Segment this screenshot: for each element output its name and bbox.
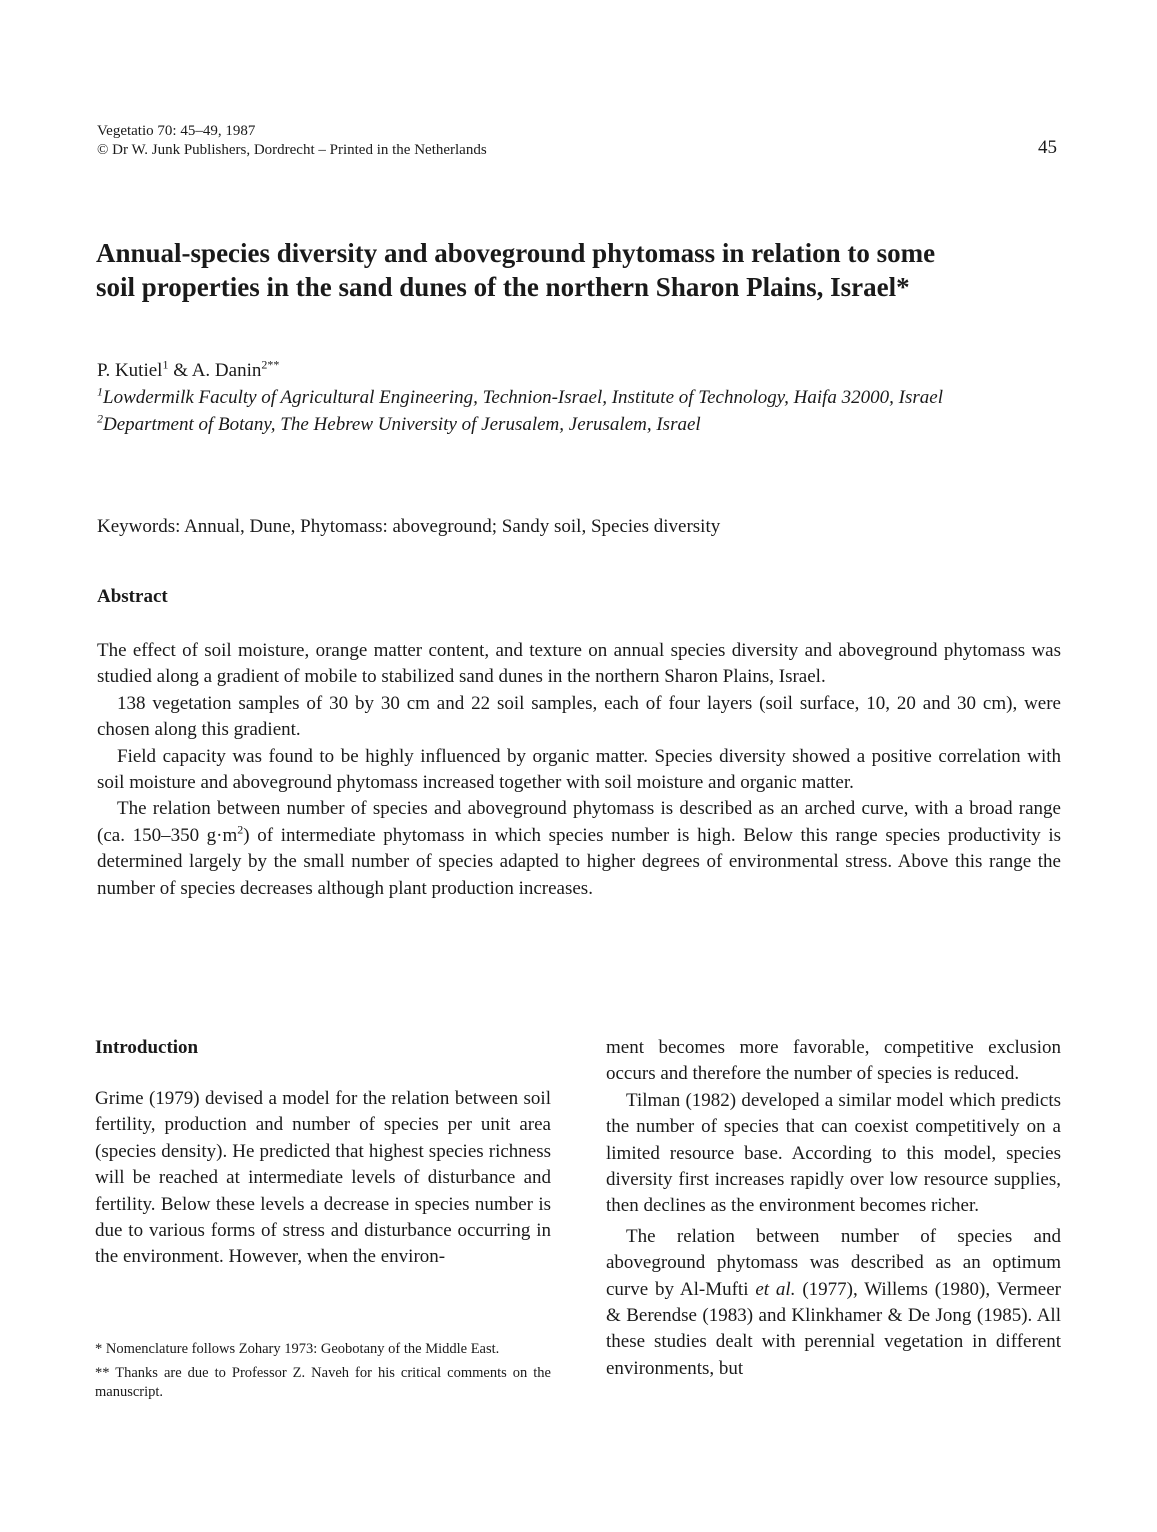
footnotes <box>95 1340 551 1407</box>
journal-citation: Vegetatio 70: 45–49, 1987 <box>97 123 256 139</box>
abstract-paragraph: The effect of soil moisture, orange matter content, and texture on annual species diversity and aboveground phytomass was studied along a gradient of mobile to stabilized sand dunes in the northern Sharon Plains, Israel. <box>97 640 1061 688</box>
article-title <box>96 236 1076 304</box>
author-line: P. Kutiel$^1$ & A. Danin$^{2**}$ <box>97 357 280 381</box>
keywords: Keywords: Annual, Dune, Phytomass: aboveground; Sandy soil, Species diversity <box>97 516 721 537</box>
affiliation-1: $^1$Lowdermilk Faculty of Agricultural Engineering, Technion-Israel, Institute of Technology, Haifa 32000, Israel <box>97 384 943 408</box>
footnote-2: ** Thanks are due to Professor Z. Naveh for his critical comments on the manuscript. <box>95 1364 551 1400</box>
intro-paragraph: The relation between number of species and aboveground phytomass was described as an optimum curve by Al-Mufti et al. (1977), Willems (1980), Vermeer & Berendse (1983) and Klinkhamer & De Jong (1985). All these studies dealt with perennial vegetation in different environments, but <box>606 1225 1061 1379</box>
intro-right-column <box>606 1035 1061 1382</box>
title-line-1: Annual-species diversity and aboveground phytomass in relation to some <box>96 238 936 268</box>
abstract-paragraph: Field capacity was found to be highly influenced by organic matter. Species diversity showed a positive correlation with soil moisture and aboveground phytomass increased together with soil moisture and organic matter. <box>97 745 1061 794</box>
page-number: 45 <box>1038 137 1057 158</box>
affiliation-2: $^2$Department of Botany, The Hebrew University of Jerusalem, Jerusalem, Israel <box>97 411 701 435</box>
abstract-body <box>97 638 1061 902</box>
publisher-line: © Dr W. Junk Publishers, Dordrecht – Printed in the Netherlands <box>97 142 487 158</box>
author-kutiel: P. Kutiel <box>97 360 163 381</box>
intro-left-column <box>95 1086 551 1271</box>
author-danin: A. Danin <box>191 360 262 381</box>
intro-paragraph: Grime (1979) devised a model for the relation between soil fertility, production and number of species per unit area (species density). He predicted that highest species richness will be reached at intermediate levels of disturbance and fertility. Below these levels a decrease in species number is due to various forms of stress and disturbance occurring in the environment. However, when the environ- <box>95 1088 551 1268</box>
author-block <box>97 357 1077 438</box>
intro-paragraph: Tilman (1982) developed a similar model which predicts the number of species that can coexist competitively on a limited resource base. According to this model, species diversity first increases rapidly over low resource supplies, then declines as the environment becomes richer. <box>606 1089 1061 1217</box>
title-line-2: soil properties in the sand dunes of the northern Sharon Plains, Israel* <box>96 272 910 302</box>
abstract-heading: Abstract <box>97 586 168 607</box>
abstract-paragraph: The relation between number of species and aboveground phytomass is described as an arched curve, with a broad range (ca. 150–350 $g\cdot m^2$) of intermediate phytomass in which species number is high. Below this range species productivity is determined largely by the small number of species adapted to higher degrees of environmental stress. Above this range the number of species decreases although plant production increases. <box>97 798 1061 899</box>
footnote-1: * Nomenclature follows Zohary 1973: Geobotany of the Middle East. <box>95 1341 500 1357</box>
introduction-heading: Introduction <box>95 1037 199 1058</box>
intro-paragraph: ment becomes more favorable, competitive exclusion occurs and therefore the number of species is reduced. <box>606 1037 1061 1085</box>
journal-header <box>97 122 487 160</box>
abstract-paragraph: 138 vegetation samples of 30 by 30 cm and 22 soil samples, each of four layers (soil surface, 10, 20 and 30 cm), were chosen along this gradient. <box>97 692 1061 741</box>
